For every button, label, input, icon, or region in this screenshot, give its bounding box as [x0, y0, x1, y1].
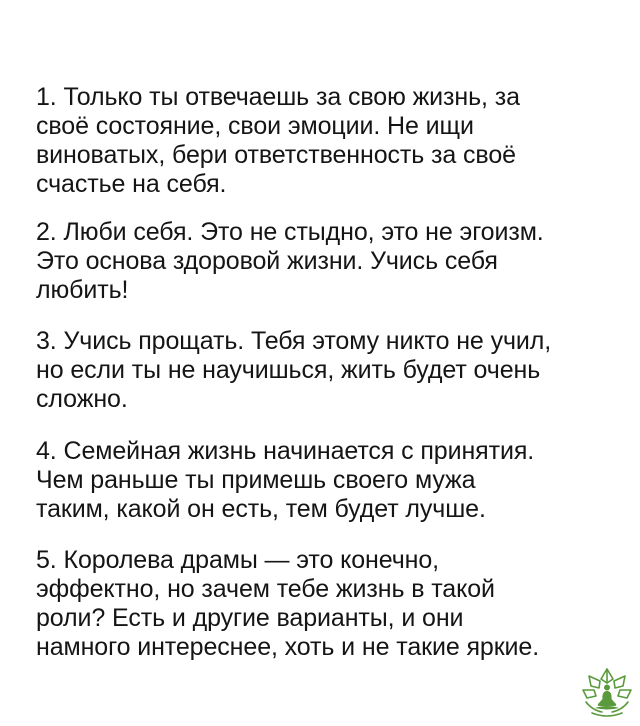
advice-item-3-line-2: но если ты не научишься, жить будет очень — [36, 356, 541, 384]
advice-item-3-line-3: сложно. — [36, 385, 128, 413]
advice-item-4-line-1: 4. Семейная жизнь начинается с принятия. — [36, 437, 535, 465]
advice-item-1-line-1: 1. Только ты отвечаешь за свою жизнь, за — [36, 83, 520, 111]
advice-item-5-line-3: роли? Есть и другие варианты, и они — [36, 604, 464, 632]
advice-item-4-line-2: Чем раньше ты примешь своего мужа — [36, 466, 476, 494]
advice-item-2-line-2: Это основа здоровой жизни. Учись себя — [36, 247, 498, 275]
advice-item-1-line-2: своё состояние, свои эмоции. Не ищи — [36, 112, 474, 140]
advice-item-1-line-3: виноватых, бери ответственность за своё — [36, 141, 516, 169]
advice-item-2-line-1: 2. Люби себя. Это не стыдно, это не эгоизм. — [36, 218, 544, 246]
advice-item-4-line-3: таким, какой он есть, тем будет лучше. — [36, 495, 486, 523]
advice-item-5-line-1: 5. Королева драмы — это конечно, — [36, 546, 440, 574]
advice-item-2 — [36, 218, 616, 305]
advice-item-3 — [36, 327, 616, 414]
advice-item-5 — [36, 546, 616, 662]
advice-item-5-line-2: эффектно, но зачем тебе жизнь в такой — [36, 575, 495, 603]
advice-item-1 — [36, 83, 616, 199]
lotus-meditation-icon — [580, 666, 634, 720]
advice-item-2-line-3: любить! — [36, 276, 129, 304]
advice-item-3-line-1: 3. Учись прощать. Тебя этому никто не учил, — [36, 327, 552, 355]
advice-item-4 — [36, 437, 616, 524]
advice-item-5-line-4: намного интереснее, хоть и не такие яркие. — [36, 633, 540, 661]
advice-item-1-line-4: счастье на себя. — [36, 170, 227, 198]
